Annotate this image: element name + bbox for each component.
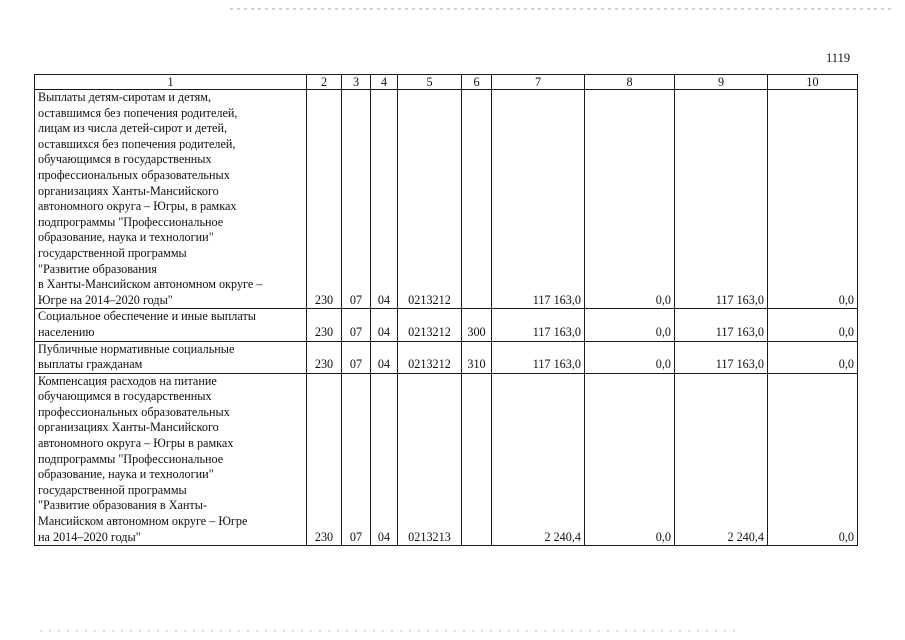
cell-amount: 0,0 [585,373,675,546]
cell-code: 230 [307,309,342,341]
cell-amount: 117 163,0 [675,341,768,373]
scan-artifact-bottom [40,630,740,632]
table-row [35,341,858,373]
cell-amount: 117 163,0 [492,309,585,341]
row-description: Социальное обеспечение и иные выплаты населению [35,309,307,341]
cell-target: 0213212 [398,90,462,309]
row-description: Публичные нормативные социальные выплаты гражданам [35,341,307,373]
cell-amount: 0,0 [768,90,858,309]
cell-code: 230 [307,90,342,309]
cell-amount: 0,0 [768,373,858,546]
cell-amount: 117 163,0 [492,341,585,373]
cell-section: 07 [342,309,371,341]
scan-artifact-top [230,8,895,10]
column-header: 4 [371,75,398,90]
page-number: 1119 [826,51,851,65]
cell-amount: 117 163,0 [675,309,768,341]
cell-subsection: 04 [371,90,398,309]
column-header: 9 [675,75,768,90]
cell-amount: 117 163,0 [675,90,768,309]
column-header: 8 [585,75,675,90]
cell-amount: 0,0 [585,309,675,341]
header-row [35,75,858,90]
column-header: 6 [462,75,492,90]
cell-code: 230 [307,373,342,546]
cell-subsection: 04 [371,373,398,546]
row-description: Компенсация расходов на питание обучающимся в государственных профессиональных образовательных организациях Ханты-Мансийского автономного округа – Югры в рамках подпрограммы "Профессиональное образование, наука и технологии" государственной программы "Развитие образования в Ханты- Мансийском автономном округе – Югре на 2014–2020 годы" [35,373,307,546]
cell-amount: 0,0 [585,341,675,373]
cell-section: 07 [342,373,371,546]
column-header: 3 [342,75,371,90]
column-header: 1 [35,75,307,90]
column-header: 7 [492,75,585,90]
cell-type [462,90,492,309]
cell-section: 07 [342,341,371,373]
cell-amount: 0,0 [768,309,858,341]
cell-amount: 2 240,4 [675,373,768,546]
column-header: 2 [307,75,342,90]
cell-type: 300 [462,309,492,341]
cell-target: 0213213 [398,373,462,546]
cell-section: 07 [342,90,371,309]
column-header: 10 [768,75,858,90]
cell-subsection: 04 [371,341,398,373]
budget-table [34,74,858,546]
cell-amount: 117 163,0 [492,90,585,309]
column-header: 5 [398,75,462,90]
cell-type: 310 [462,341,492,373]
cell-code: 230 [307,341,342,373]
table-row [35,373,858,546]
table-row [35,90,858,309]
table-row [35,309,858,341]
cell-target: 0213212 [398,341,462,373]
row-description: Выплаты детям-сиротам и детям, оставшимся без попечения родителей, лицам из числа детей-сирот и детей, оставшихся без попечения родителей, обучающимся в государственных профессиональных образовательных организациях Ханты-Мансийского автономного округа – Югры, в рамках подпрограммы "Профессиональное образование, наука и технологии" государственной программы "Развитие образования в Ханты-Мансийском автономном округе – Югре на 2014–2020 годы" [35,90,307,309]
cell-subsection: 04 [371,309,398,341]
cell-target: 0213212 [398,309,462,341]
cell-amount: 0,0 [768,341,858,373]
cell-amount: 0,0 [585,90,675,309]
cell-amount: 2 240,4 [492,373,585,546]
cell-type [462,373,492,546]
